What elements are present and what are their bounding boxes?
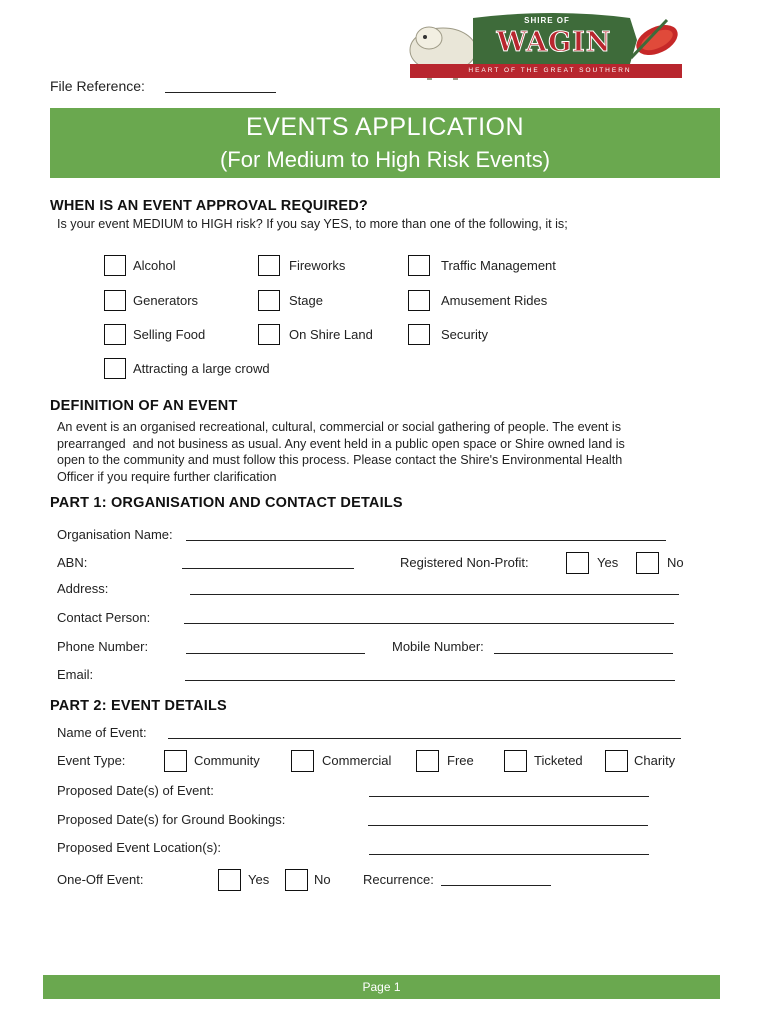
on-shire-land-label: On Shire Land [289,327,373,342]
generators-checkbox[interactable] [104,290,126,311]
contact-person-label: Contact Person: [57,610,151,625]
file-reference-field[interactable] [165,92,276,93]
form-subtitle: (For Medium to High Risk Events) [219,147,551,172]
definition-heading: DEFINITION OF AN EVENT [50,398,238,414]
charity-label: Charity [634,753,676,768]
abn-label: ABN: [57,555,88,570]
ground-bookings-field[interactable] [368,825,648,826]
community-label: Community [194,753,260,768]
fireworks-label: Fireworks [289,258,346,273]
part1-heading: PART 1: ORGANISATION AND CONTACT DETAILS [50,495,403,511]
commercial-checkbox[interactable] [291,750,314,772]
ticketed-label: Ticketed [534,753,583,768]
event-dates-label: Proposed Date(s) of Event: [57,783,214,798]
one-off-event-label: One-Off Event: [57,872,144,887]
event-location-field[interactable] [369,854,649,855]
logo-name: WAGIN [496,27,612,58]
phone-number-field[interactable] [186,653,365,654]
alcohol-checkbox[interactable] [104,255,126,276]
charity-checkbox[interactable] [605,750,628,772]
nonprofit-no-checkbox[interactable] [636,552,659,574]
nonprofit-yes-label: Yes [597,555,619,570]
title-banner [50,108,720,178]
shire-logo [405,12,685,84]
email-label: Email: [57,667,94,682]
page-footer [43,975,720,999]
ticketed-checkbox[interactable] [504,750,527,772]
nonprofit-no-label: No [667,555,684,570]
event-name-label: Name of Event: [57,725,147,740]
definition-text [57,419,697,485]
one-off-yes-checkbox[interactable] [218,869,241,891]
one-off-no-label: No [314,872,331,887]
address-label: Address: [57,581,109,596]
organisation-name-label: Organisation Name: [57,527,173,542]
large-crowd-checkbox[interactable] [104,358,126,379]
traffic-management-checkbox[interactable] [408,255,430,276]
definition-line: Officer if you require further clarification [57,469,277,484]
amusement-rides-checkbox[interactable] [408,290,430,311]
address-field[interactable] [190,594,679,595]
alcohol-label: Alcohol [133,258,176,273]
nonprofit-yes-checkbox[interactable] [566,552,589,574]
one-off-yes-label: Yes [248,872,270,887]
event-dates-field[interactable] [369,796,649,797]
approval-question: Is your event MEDIUM to HIGH risk? If you say YES, to more than one of the following, it is; [57,217,568,231]
event-name-field[interactable] [168,738,681,739]
definition-line: open to the community and must follow this process. Please contact the Shire's Environmental Health [57,453,623,467]
mobile-number-field[interactable] [494,653,673,654]
selling-food-checkbox[interactable] [104,324,126,345]
approval-heading: WHEN IS AN EVENT APPROVAL REQUIRED? [50,198,368,214]
stage-checkbox[interactable] [258,290,280,311]
selling-food-label: Selling Food [133,327,206,342]
amusement-rides-label: Amusement Rides [441,293,548,308]
form-title: EVENTS APPLICATION [245,113,525,141]
on-shire-land-checkbox[interactable] [258,324,280,345]
large-crowd-label: Attracting a large crowd [133,361,270,376]
generators-label: Generators [133,293,199,308]
definition-line: An event is an organised recreational, cultural, commercial or social gathering of people. The event is [57,420,621,434]
security-checkbox[interactable] [408,324,430,345]
free-checkbox[interactable] [416,750,439,772]
file-reference-label: File Reference: [50,78,145,94]
logo-top-text: SHIRE OF [524,16,570,25]
community-checkbox[interactable] [164,750,187,772]
phone-number-label: Phone Number: [57,639,149,654]
stage-label: Stage [289,293,323,308]
abn-field[interactable] [182,568,354,569]
ground-bookings-label: Proposed Date(s) for Ground Bookings: [57,812,286,827]
page-number: Page 1 [362,980,401,994]
logo-tagline: HEART OF THE GREAT SOUTHERN [468,67,632,74]
security-label: Security [441,327,488,342]
event-type-label: Event Type: [57,753,126,768]
traffic-management-label: Traffic Management [441,258,556,273]
registered-nonprofit-label: Registered Non-Profit: [400,555,529,570]
contact-person-field[interactable] [184,623,674,624]
definition-line: prearranged and not business as usual. Any event held in a public open space or Shire owned land is [57,436,625,451]
one-off-no-checkbox[interactable] [285,869,308,891]
fireworks-checkbox[interactable] [258,255,280,276]
recurrence-field[interactable] [441,885,551,886]
commercial-label: Commercial [322,753,392,768]
email-field[interactable] [185,680,675,681]
event-location-label: Proposed Event Location(s): [57,840,222,855]
recurrence-label: Recurrence: [363,872,434,887]
free-label: Free [447,753,474,768]
organisation-name-field[interactable] [186,540,666,541]
mobile-number-label: Mobile Number: [392,639,484,654]
part2-heading: PART 2: EVENT DETAILS [50,698,227,714]
